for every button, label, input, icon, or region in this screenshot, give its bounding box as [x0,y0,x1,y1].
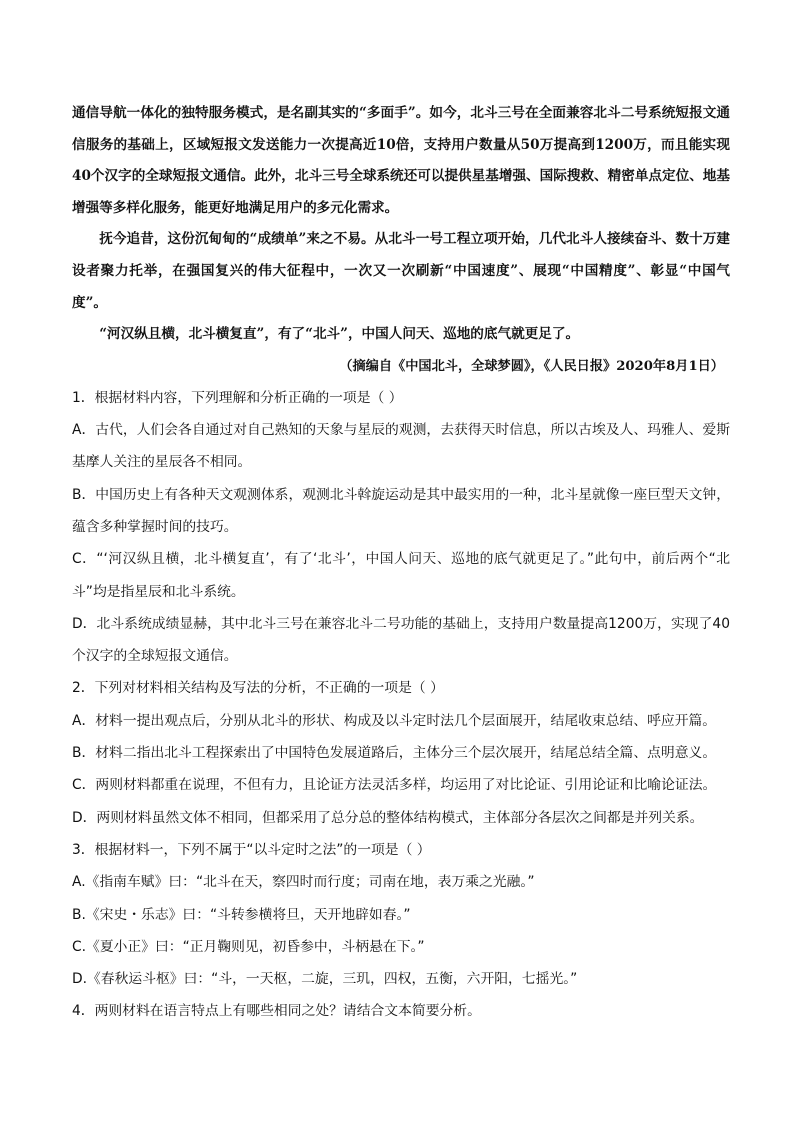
question-stem: 4．两则材料在语言特点上有哪些相同之处？请结合文本简要分析。 [72,1003,481,1020]
question-option: B.《宋史・乐志》曰：“斗转参横将旦，天开地辟如春。” [72,906,411,923]
question-option: C.《夏小正》曰：“正月鞠则见，初昏参中，斗柄悬在下。” [72,938,425,955]
passage-paragraph-2: 抚今追昔，这份沉甸甸的“成绩单”来之不易。从北斗一号工程立项开始，几代北斗人接续奋斗、数十万建设者聚力托举，在强国复兴的伟大征程中，一次又一次刷新“中国速度”、展现“中国精度”、彰显“中国气度”。 [72,231,730,311]
question-option: D.《春秋运斗枢》曰：“斗，一天枢，二旋，三玑，四权，五衡，六开阳，七摇光。” [72,971,578,988]
question-option: C．两则材料都重在说理，不但有力，且论证方法灵活多样，均运用了对比论证、引用论证和比喻论证法。 [72,777,717,794]
question-stem: 3．根据材料一，下列不属于“以斗定时之法”的一项是（ ） [72,841,431,858]
question-option: D．北斗系统成绩显赫，其中北斗三号在兼容北斗二号功能的基础上，支持用户数量提高1200万，实现了40个汉字的全球短报文通信。 [72,615,730,665]
question-1 [72,382,730,673]
question-option: D．两则材料虽然文体不相同，但都采用了总分总的整体结构模式，主体部分各层次之间都是并列关系。 [72,809,704,826]
question-option: A.《指南车赋》曰：“北斗在天，察四时而行度；司南在地，表万乘之光融。” [72,874,535,891]
question-option: A．材料一提出观点后，分别从北斗的形状、构成及以斗定时法几个层面展开，结尾收束总结、呼应开篇。 [72,712,717,729]
question-2 [72,672,730,833]
passage-paragraph-1: 通信导航一体化的独特服务模式，是名副其实的“多面手”。如今，北斗三号在全面兼容北斗二号系统短报文通信服务的基础上，区域短报文发送能力一次提高近10倍，支持用户数量从50万提高到1200万，而且能实现40个汉字的全球短报文通信。此外，北斗三号全球系统还可以提供星基增强、国际搜救、精密单点定位、地基增强等多样化服务，能更好地满足用户的多元化需求。 [72,105,730,216]
question-option: B．中国历史上有各种天文观测体系，观测北斗斡旋运动是其中最实用的一种，北斗星就像一座巨型天文钟，蕴含多种掌握时间的技巧。 [72,486,730,535]
passage-source: （摘编自《中国北斗，全球梦圆》，《人民日报》2020年8月1日） [339,358,724,374]
question-3 [72,834,730,995]
question-list [72,382,730,1028]
question-stem: 2．下列对材料相关结构及写法的分析，不正确的一项是（ ） [72,680,444,697]
question-stem: 1．根据材料内容，下列理解和分析正确的一项是（ ） [72,389,403,406]
question-option: B．材料二指出北斗工程探索出了中国特色发展道路后，主体分三个层次展开，结尾总结全篇、点明意义。 [72,745,717,762]
passage-paragraph-3: “河汉纵且横，北斗横复直”，有了“北斗”，中国人问天、巡地的底气就更足了。 [99,326,580,343]
question-4 [72,995,730,1027]
question-option: C．“‘河汉纵且横，北斗横复直’，有了‘北斗’，中国人问天、巡地的底气就更足了。”此句中，前后两个“北斗”均是指星辰和北斗系统。 [72,551,730,600]
reading-passage [72,98,730,382]
question-option: A．古代，人们会各自通过对自己熟知的天象与星辰的观测，去获得天时信息，所以古埃及人、玛雅人、爱斯基摩人关注的星辰各不相同。 [72,422,730,471]
